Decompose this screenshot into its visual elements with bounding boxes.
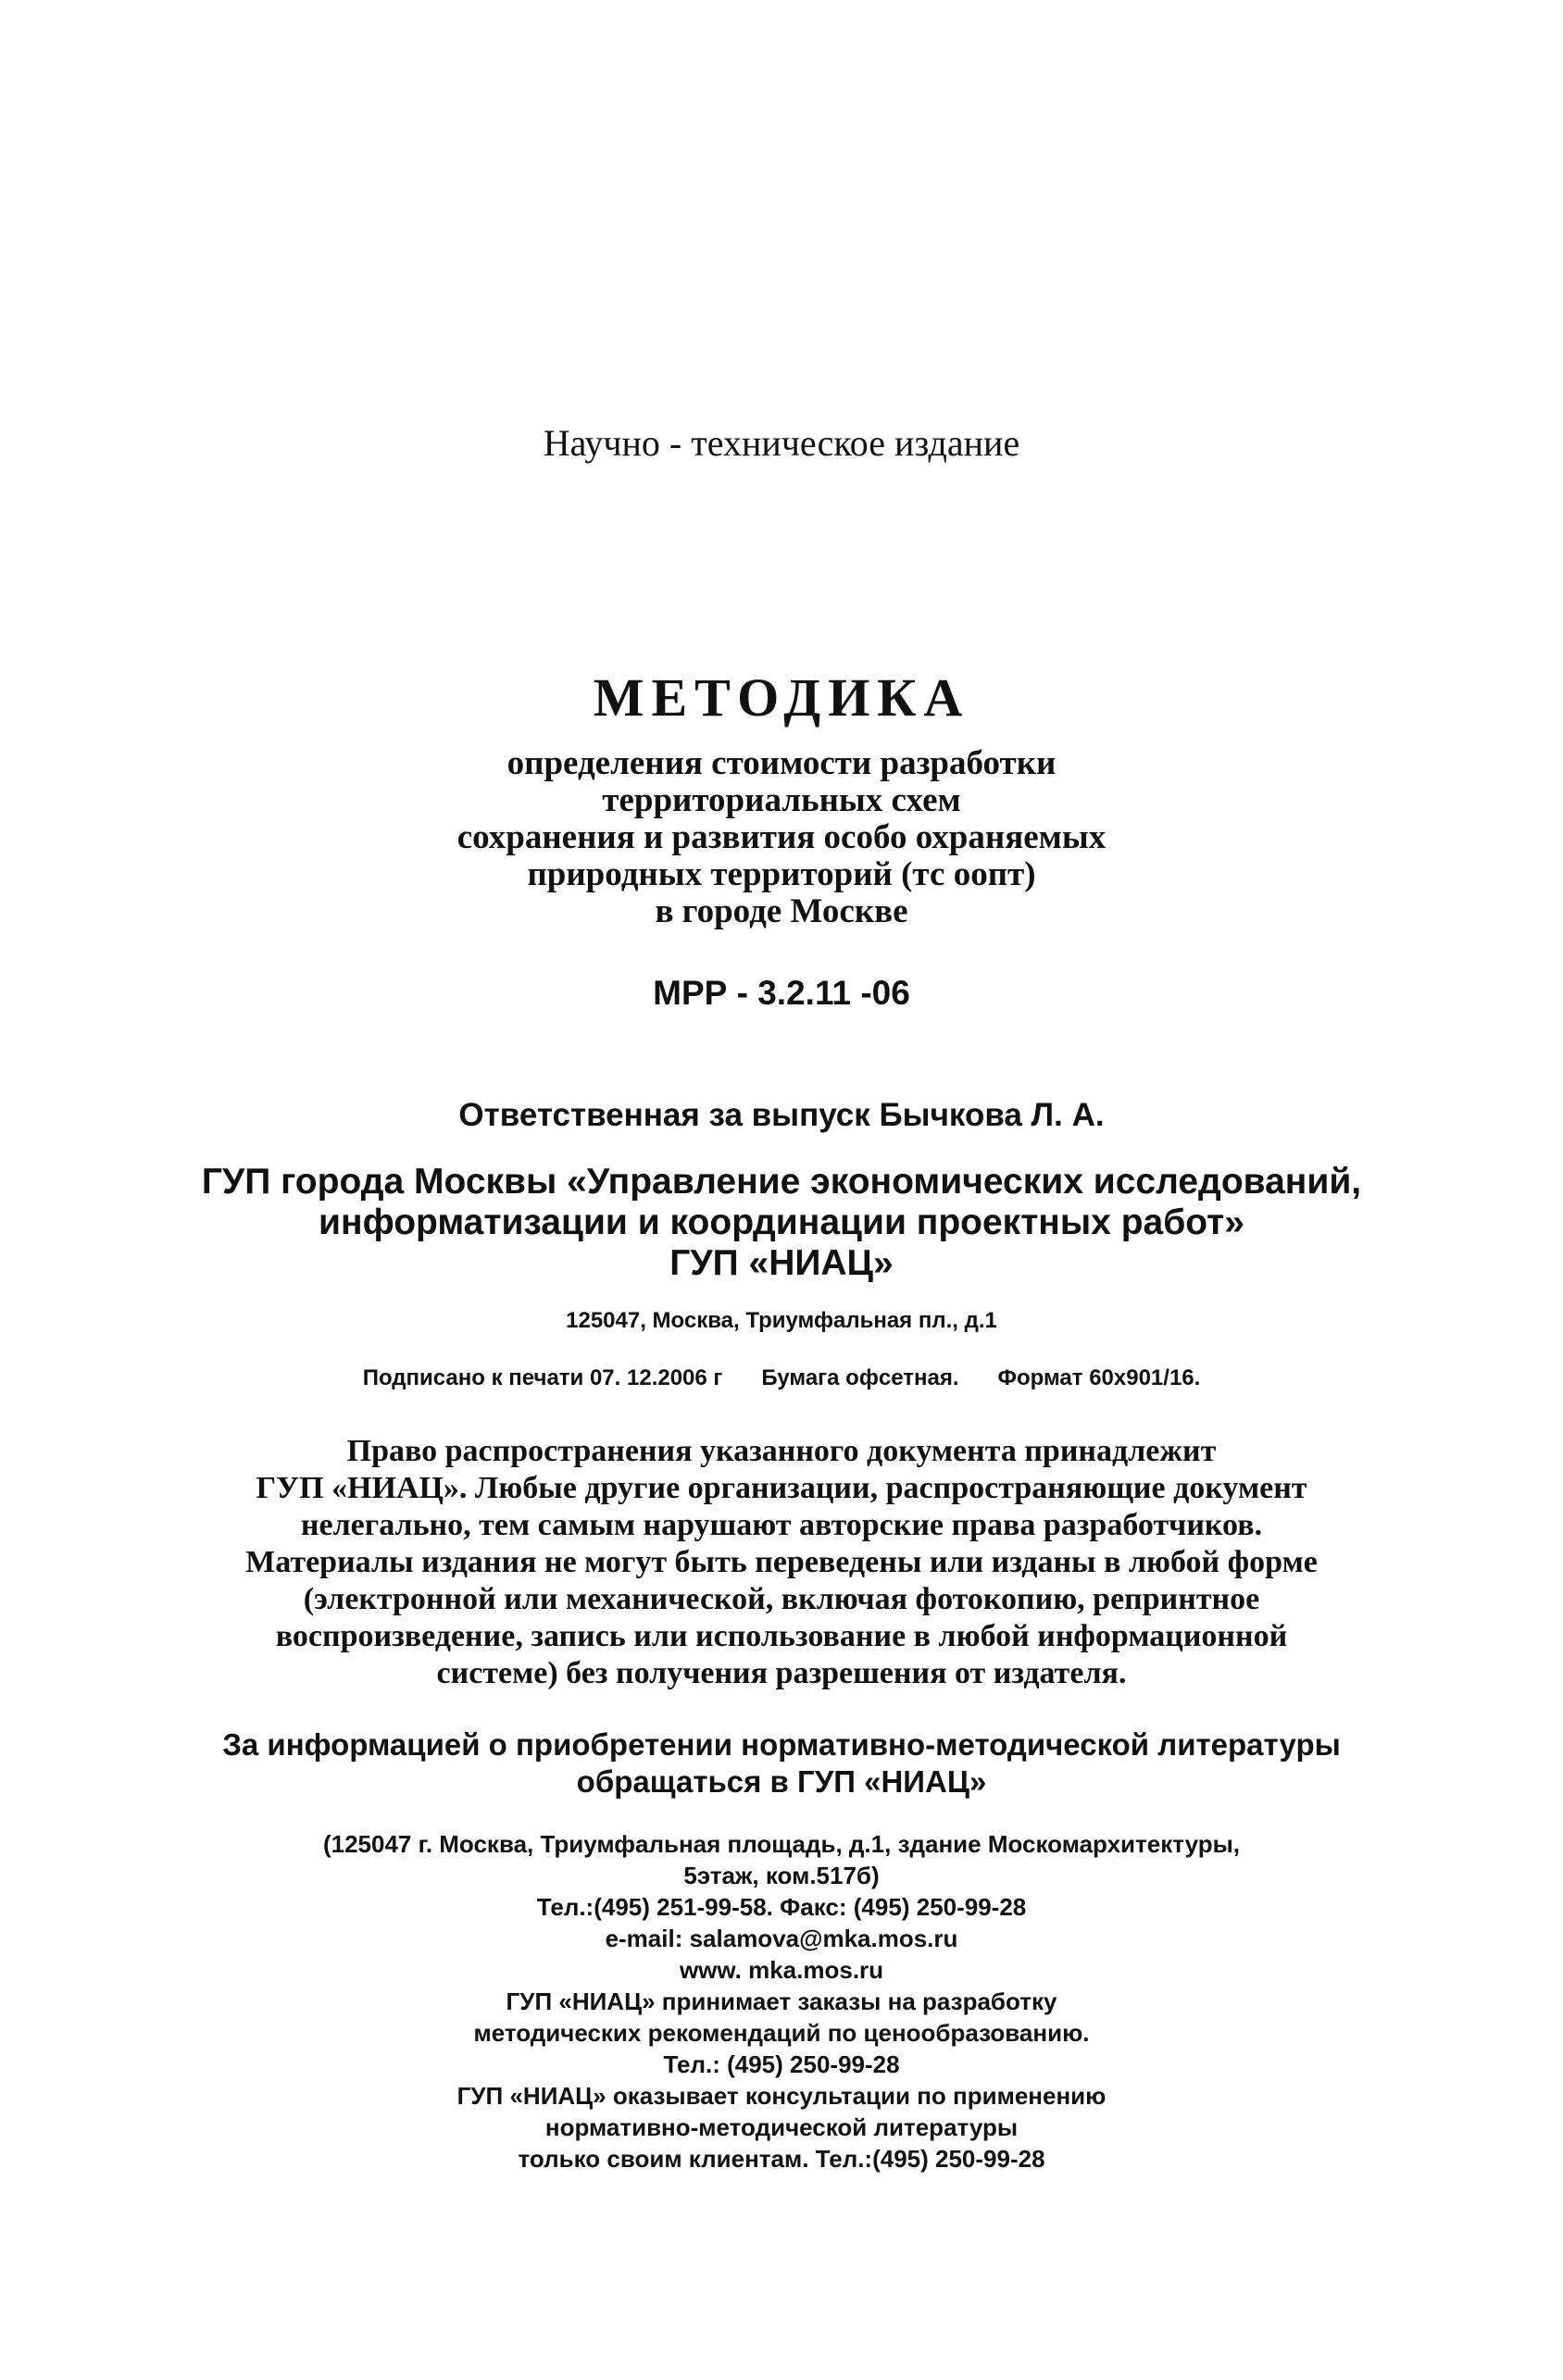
copyright-line: воспроизведение, запись или использование в любой информационной: [275, 1619, 1288, 1653]
subtitle-line: в городе Москве: [655, 892, 908, 930]
copyright-line: (электронной или механической, включая фотокопию, репринтное: [303, 1582, 1260, 1616]
copyright-line: Право распространения указанного документа принадлежит: [346, 1434, 1217, 1468]
contact-intro: [0, 1726, 1563, 1801]
subtitle-line: территориальных схем: [602, 781, 961, 819]
contact-services-line: методических рекомендаций по ценообразованию.: [473, 2019, 1090, 2047]
contact-address-line: 5этаж, ком.517б): [683, 1862, 880, 1889]
organization-line: информатизации и координации проектных работ»: [319, 1202, 1244, 1242]
contact-services-line: нормативно-методической литературы: [544, 2113, 1019, 2141]
subtitle-line: природных территорий (тс оопт): [527, 855, 1036, 893]
organization: [0, 1162, 1563, 1284]
paper-type: Бумага офсетная.: [761, 1365, 959, 1390]
subtitle-line: определения стоимости разработки: [506, 744, 1057, 782]
contact-phone-fax: Тел.:(495) 251-99-58. Факс: (495) 250-99-28: [536, 1893, 1027, 1921]
edition-type: Научно - техническое издание: [543, 422, 1020, 464]
responsible-person: Ответственная за выпуск Бычкова Л. А.: [458, 1097, 1105, 1133]
contact-services-line: ГУП «НИАЦ» принимает заказы на разработку: [506, 1987, 1057, 2015]
organization-line: ГУП города Москвы «Управление экономических исследований,: [201, 1162, 1362, 1202]
contact-email: e-mail: salamova@mka.mos.ru: [605, 1925, 958, 1952]
document-title: МЕТОДИКА: [593, 667, 970, 728]
contact-website: www. mka.mos.ru: [679, 1956, 884, 1984]
print-signed-date: Подписано к печати 07. 12.2006 г: [362, 1365, 723, 1390]
copyright-line: Материалы издания не могут быть переведены или изданы в любой форме: [245, 1545, 1318, 1579]
organization-line: ГУП «НИАЦ»: [669, 1243, 894, 1283]
contact-intro-line: обращаться в ГУП «НИАЦ»: [576, 1764, 987, 1799]
copyright-notice: [0, 1433, 1563, 1692]
copyright-line: нелегально, тем самым нарушают авторские права разработчиков.: [300, 1508, 1263, 1542]
copyright-line: системе) без получения разрешения от издателя.: [436, 1656, 1127, 1690]
contact-phone: Тел.: (495) 250-99-28: [663, 2050, 900, 2078]
publisher-address: 125047, Москва, Триумфальная пл., д.1: [566, 1308, 997, 1333]
document-code: МРР - 3.2.11 -06: [653, 974, 910, 1012]
contact-services-line: только своим клиентам. Тел.:(495) 250-99-28: [518, 2145, 1045, 2173]
paper-format: Формат 60х901/16.: [997, 1365, 1201, 1390]
print-info: [0, 1365, 1563, 1391]
contact-address-line: (125047 г. Москва, Триумфальная площадь, д.1, здание Москомархитектуры,: [322, 1830, 1241, 1858]
document-subtitle: [0, 745, 1563, 930]
subtitle-line: сохранения и развития особо охраняемых: [456, 818, 1107, 856]
contact-services-line: ГУП «НИАЦ» оказывает консультации по применению: [456, 2082, 1107, 2110]
contact-details: [0, 1828, 1563, 2174]
copyright-line: ГУП «НИАЦ». Любые другие организации, распространяющие документ: [256, 1471, 1307, 1505]
contact-intro-line: За информацией о приобретении нормативно-методической литературы: [222, 1727, 1341, 1762]
